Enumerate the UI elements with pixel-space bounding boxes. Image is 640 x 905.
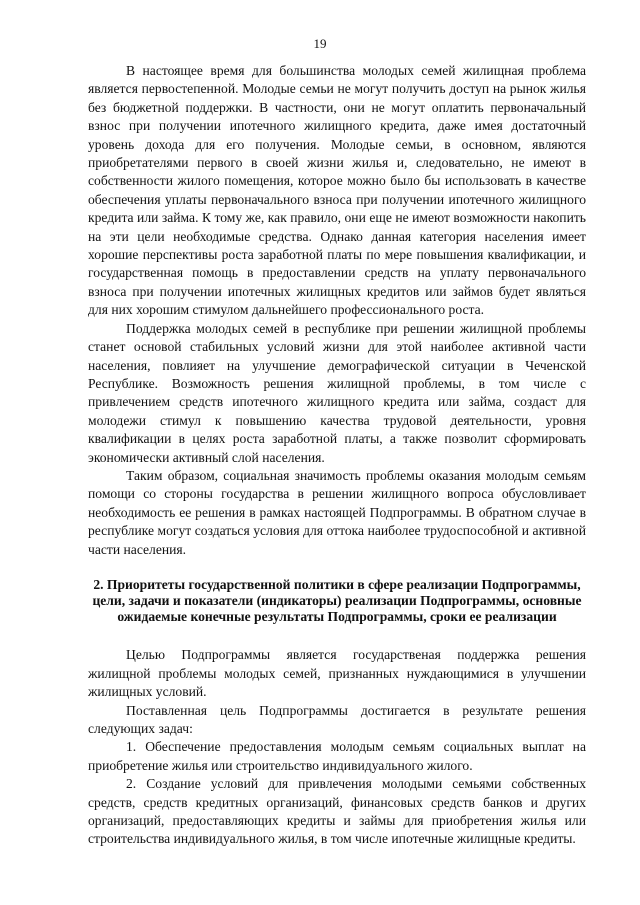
paragraph-task-2: 2. Создание условий для привлечения молодыми семьями собственных средств, средств кредитных организаций, финансовых средств банков и других организаций, предоставляющих кредиты и займы для приобретения жилья или строительства индивидуального жилья, в том числе ипотечные жилищные кредиты. <box>88 776 586 847</box>
section-heading: 2. Приоритеты государственной политики в сфере реализации Подпрограммы, цели, задачи и показатели (индикаторы) реализации Подпрограммы, основные ожидаемые конечные результаты Подпрограммы, сроки ее реализации <box>92 576 582 624</box>
paragraph-task-1: 1. Обеспечение предоставления молодым семьям социальных выплат на приобретение жилья или строительство индивидуального жилого. <box>88 739 586 773</box>
paragraph-program-goal: Целью Подпрограммы является государственая поддержка решения жилищной проблемы молодых семей, признанных нуждающимися в улучшении жилищных условий. <box>88 647 586 700</box>
paragraph-housing-problem: В настоящее время для большинства молодых семей жилищная проблема является первостепенной. Молодые семьи не могут получить доступ на рынок жилья без бюджетной поддержки. В частности, они не могут оплатить первоначальный взнос при получении ипотечного жилищного кредита, даже имея достаточный уровень дохода для его получения. Молодые семьи, в основном, являются приобретателями первого в своей жизни жилья и, следовательно, не имеют в собственности жилого помещения, которое можно было бы использовать в качестве обеспечения уплаты первоначального взноса при получении ипотечного жилищного кредита или займа. К тому же, как правило, они еще не имеют возможности накопить на эти цели необходимые средства. Однако данная категория населения имеет хорошие перспективы роста заработной платы по мере повышения квалификации, и государственная помощь в предоставлении средств на уплату первоначального взноса при получении ипотечных жилищных кредитов или займов будет являться для них хорошим стимулом дальнейшего профессионального роста. <box>88 63 586 318</box>
document-body <box>88 62 586 849</box>
paragraph-support-young-families: Поддержка молодых семей в республике при решении жилищной проблемы станет основой стабильных условий жизни для этой наиболее активной части населения, повлияет на улучшение демографической ситуации в Чеченской Республике. Возможность решения жилищной проблемы, в том числе с привлечением средств ипотечного жилищного кредита или займа, создаст для молодежи стимул к повышению качества трудовой деятельности, уровня квалификации в целях роста заработной платы, а также позволит сформировать экономически активный слой населения. <box>88 320 586 465</box>
paragraph-tasks-intro: Поставленная цель Подпрограммы достигается в результате решения следующих задач: <box>88 702 586 736</box>
page-number: 19 <box>313 36 327 51</box>
paragraph-social-significance: Таким образом, социальная значимость проблемы оказания молодым семьям помощи со стороны государства в решении жилищного вопроса обусловливает необходимость ее решения в рамках настоящей Подпрограммы. В обратном случае в республике могут создаться условия для оттока наиболее трудоспособной и активной части населения. <box>88 467 586 557</box>
